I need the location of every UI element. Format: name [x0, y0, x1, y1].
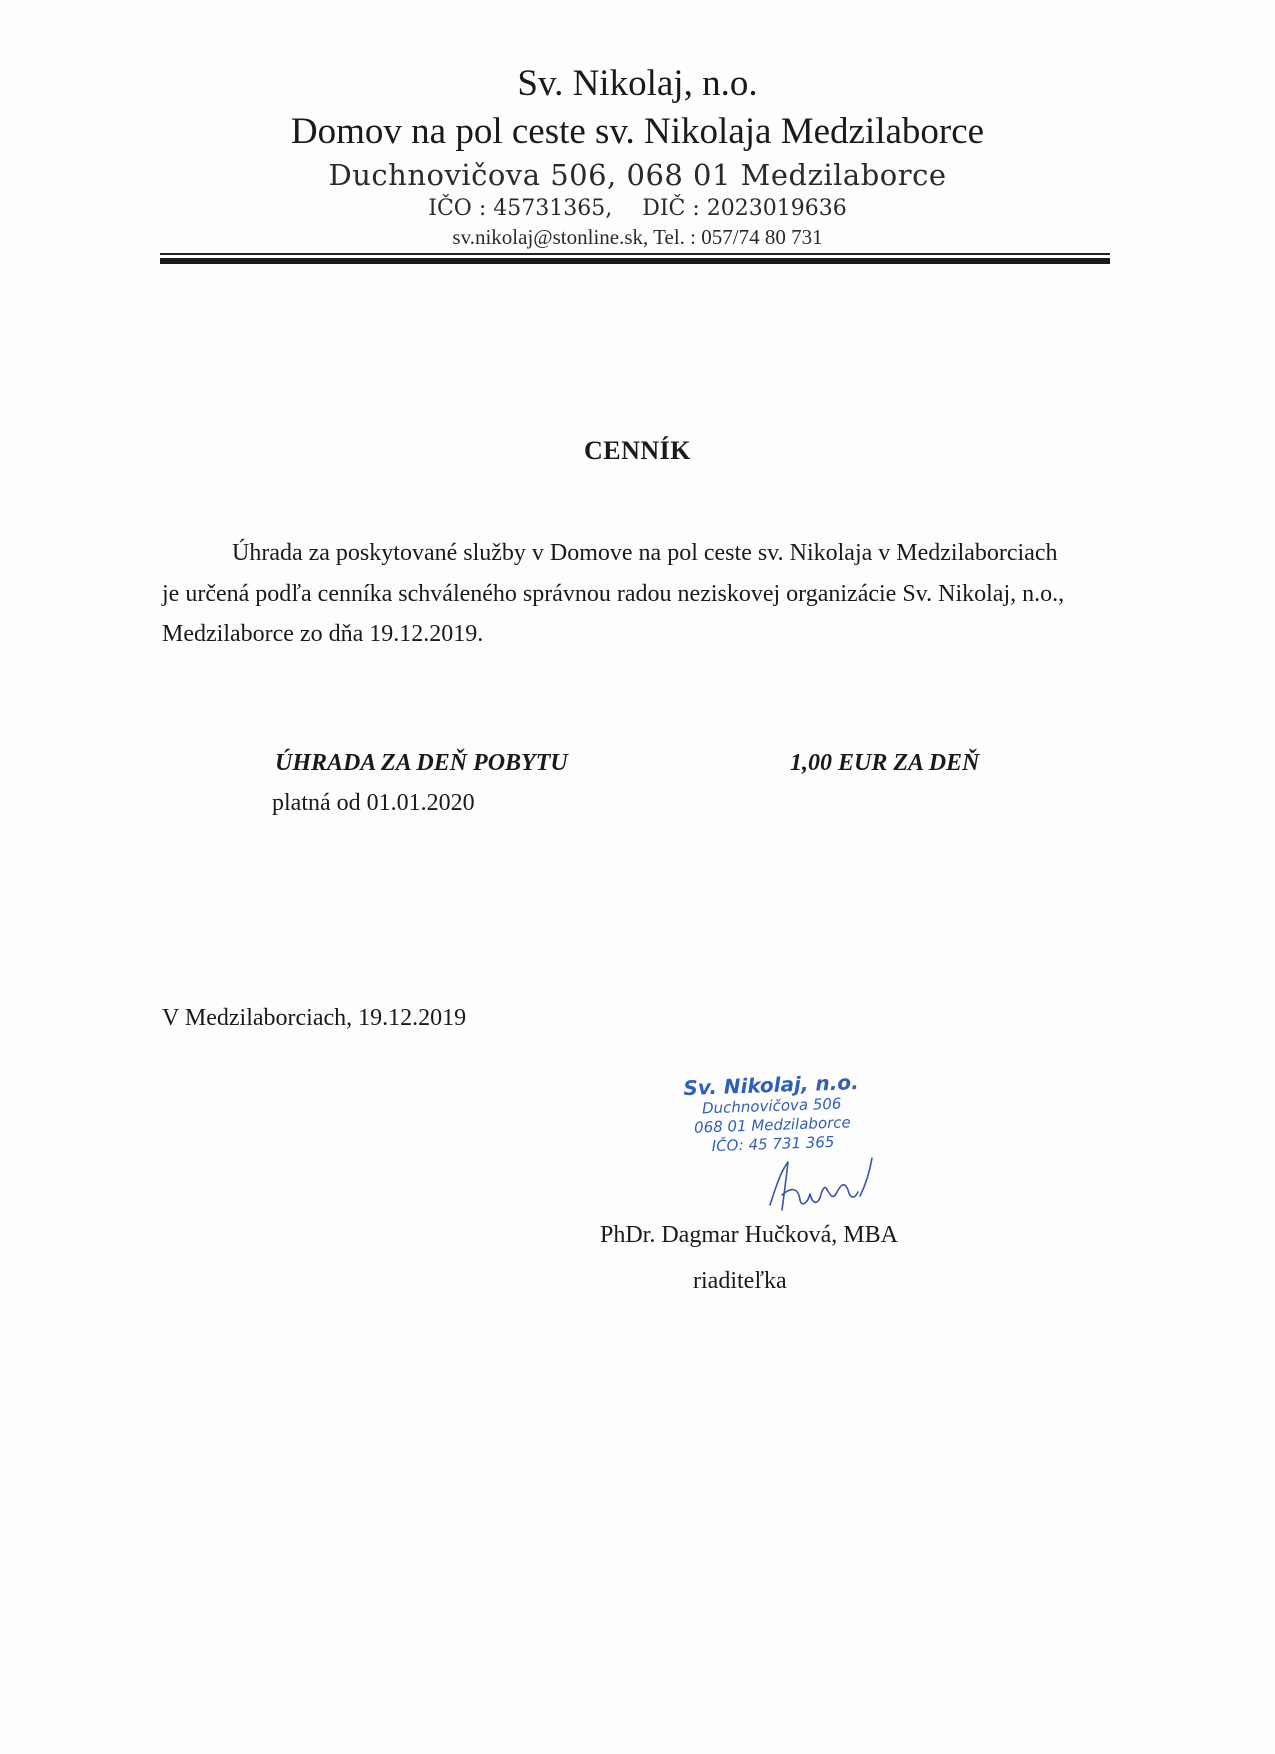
stamp-line-1: Sv. Nikolaj, n.o. [683, 1069, 859, 1101]
stamp-line-3: 068 01 Medzilaborce [693, 1113, 852, 1137]
handwritten-signature [760, 1150, 900, 1220]
fee-label: ÚHRADA ZA DEŇ POBYTU [275, 750, 568, 776]
header-divider-thick [160, 258, 1110, 264]
stamp-line-2: Duchnovičova 506 [701, 1094, 842, 1118]
signer-role: riaditeľka [693, 1268, 787, 1294]
org-address: Duchnovičova 506, 068 01 Medzilaborce [328, 158, 947, 192]
org-short-name: Sv. Nikolaj, n.o. [517, 63, 758, 104]
paragraph-line-1: Úhrada za poskytované služby v Domove na pol ceste sv. Nikolaja v Medzilaborciach [232, 540, 1058, 566]
org-contact: sv.nikolaj@stonline.sk, Tel. : 057/74 80 731 [452, 225, 823, 249]
paragraph-line-3: Medzilaborce zo dňa 19.12.2019. [162, 621, 484, 647]
fee-valid-from: platná od 01.01.2020 [272, 790, 475, 816]
place-and-date: V Medzilaborciach, 19.12.2019 [162, 1005, 467, 1031]
stamp-line-4: IČO: 45 731 365 [711, 1132, 835, 1156]
org-ico: IČO : 45731365, [428, 196, 613, 221]
paragraph-line-2: je určená podľa cenníka schváleného správnou radou neziskovej organizácie Sv. Nikolaj, n.o., [162, 581, 1065, 607]
signer-name: PhDr. Dagmar Hučková, MBA [600, 1222, 898, 1248]
fee-value: 1,00 EUR ZA DEŇ [790, 750, 980, 776]
org-full-name: Domov na pol ceste sv. Nikolaja Medzilaborce [290, 111, 985, 152]
header-divider-thin [160, 253, 1110, 255]
organization-stamp [681, 1070, 864, 1157]
org-ids [0, 196, 1275, 222]
org-dic: DIČ : 2023019636 [642, 196, 847, 221]
document-title: CENNÍK [583, 436, 691, 465]
